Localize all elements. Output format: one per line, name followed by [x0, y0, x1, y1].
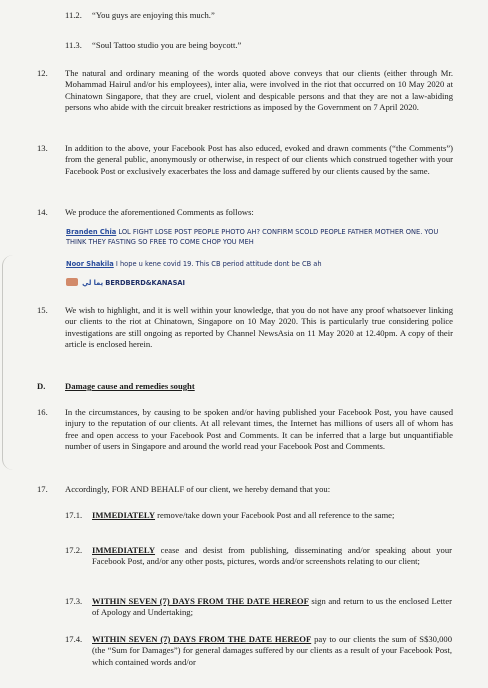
page-fold-shadow — [2, 255, 13, 470]
subitem-text: sign and return to us the enclosed Letter of Apology and Undertaking; — [92, 596, 452, 618]
subitem-17-1 — [92, 510, 452, 521]
paragraph-13: In addition to the above, your Facebook Post has also educed, evoked and drawn comments (“the Comments”) from the general public, anonymously or otherwise, in respect of our clients which construed together with your Facebook Post or exclusively exacerbates the loss and damage suffered by our clients caused by the same. — [65, 143, 453, 176]
paragraph-number: 12. — [37, 68, 48, 78]
subitem-17-4 — [92, 634, 452, 668]
comment-1 — [66, 227, 446, 247]
item-number: 11.3. — [65, 40, 82, 50]
subitem-number: 17.3. — [65, 596, 83, 606]
comment-text: I hope u kene covid 19. This CB period attitude dont be CB ah — [115, 259, 322, 268]
paragraph-number: 15. — [37, 305, 48, 315]
subitem-text: cease and desist from publishing, disseminating and/or speaking about your Facebook Post, and/or any other posts, pictures, words and/or screenshots relating to our client; — [92, 545, 452, 567]
subitem-emphasis: WITHIN SEVEN (7) DAYS FROM THE DATE HEREOF — [92, 596, 309, 606]
comment-text: LOL FIGHT LOSE POST PEOPLE PHOTO AH? CONFIRM SCOLD PEOPLE FATHER MOTHER ONE. YOU THINK THEY FASTING SO FREE TO COME CHOP YOU MEH — [66, 227, 439, 246]
paragraph-number: 17. — [37, 484, 48, 494]
subitem-emphasis: WITHIN SEVEN (7) DAYS FROM THE DATE HEREOF — [92, 634, 312, 644]
subitem-number: 17.2. — [65, 545, 83, 555]
paragraph-17: Accordingly, FOR AND BEHALF of our client, we hereby demand that you: — [65, 484, 331, 494]
paragraph-number: 13. — [37, 143, 48, 153]
section-heading: Damage cause and remedies sought — [65, 381, 195, 391]
comment-text: BERDBERD&KANASAI — [105, 278, 185, 287]
comment-author: يما لي — [82, 278, 104, 287]
section-letter: D. — [37, 381, 46, 391]
comment-3 — [66, 278, 446, 288]
item-text: “Soul Tattoo studio you are being boycott.” — [92, 40, 242, 50]
paragraph-number: 16. — [37, 407, 48, 417]
subitem-emphasis: IMMEDIATELY — [92, 510, 156, 520]
paragraph-number: 14. — [37, 207, 48, 217]
paragraph-16: In the circumstances, by causing to be spoken and/or having published your Facebook Post, you have caused injury to the reputation of our clients. At all relevant times, the Internet has millions of users all of whom has free and open access to your Facebook Post and Comments. It can be inferred that a large but unquantifiable number of users in Singapore and around the world read your Facebook Post and Comments. — [65, 407, 453, 452]
comment-author: Branden Chia — [66, 227, 117, 236]
subitem-text: remove/take down your Facebook Post and all reference to the same; — [155, 510, 395, 520]
subitem-17-2 — [92, 545, 452, 568]
paragraph-14: We produce the aforementioned Comments as follows: — [65, 207, 254, 217]
comment-author: Noor Shakila — [66, 259, 114, 268]
avatar-icon — [66, 278, 78, 286]
comment-2 — [66, 259, 446, 269]
subitem-number: 17.4. — [65, 634, 83, 644]
paragraph-12: The natural and ordinary meaning of the words quoted above conveys that our clients (either through Mr. Mohammad Hairul and/or his employees), inter alia, were involved in the riot that occurred on 10 May 2020 at Chinatown Singapore, that they are cruel, violent and despicable persons and that they are not a law-abiding persons who abide with the circuit breaker restrictions as imposed by the Government on 7 April 2020. — [65, 68, 453, 113]
subitem-emphasis: IMMEDIATELY — [92, 545, 156, 555]
subitem-17-3 — [92, 596, 452, 619]
paragraph-15: We wish to highlight, and it is well within your knowledge, that you do not have any proof whatsoever linking our clients to the riot at Chinatown, Singapore on 10 May 2020. This is particularly true considering police investigations are still ongoing as reported by Channel NewsAsia on 11 May 2020 at 12.40pm. A copy of their article is enclosed herein. — [65, 305, 453, 350]
item-text: “You guys are enjoying this much.” — [92, 10, 215, 20]
item-number: 11.2. — [65, 10, 82, 20]
subitem-number: 17.1. — [65, 510, 83, 520]
subitem-text: pay to our clients the sum of S$30,000 (the “Sum for Damages”) for general damages suffered by our clients as a result of your Facebook Post, which contained words and/or — [92, 634, 452, 667]
